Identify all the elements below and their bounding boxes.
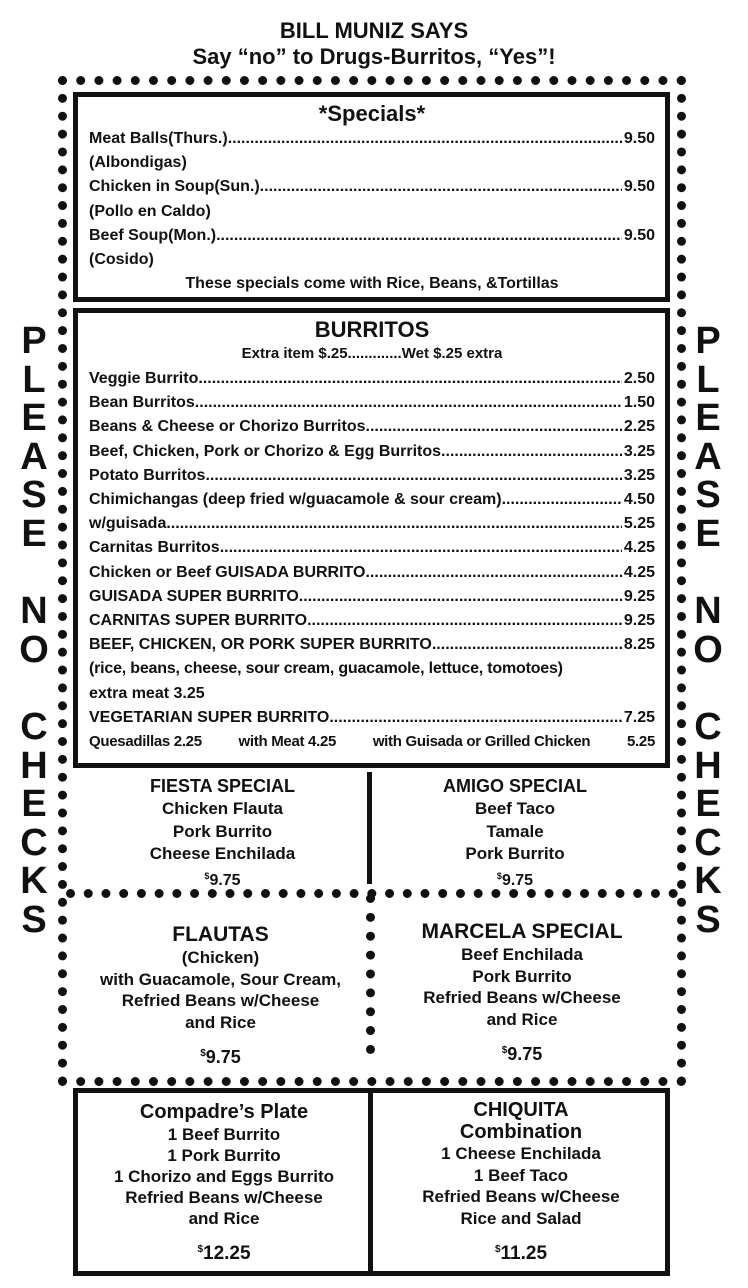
- list-item: [89, 609, 655, 633]
- item-subtitle: (Pollo en Caldo): [89, 202, 211, 220]
- item-price: 1.50: [623, 394, 655, 412]
- burritos-extra-note: Extra item $.25.............Wet $.25 extra: [241, 345, 503, 362]
- combo-line: with Guacamole, Sour Cream,: [100, 969, 341, 989]
- side-letter: E: [695, 397, 721, 440]
- list-item: [89, 464, 655, 488]
- combo-line: Cheese Enchilada: [149, 844, 296, 863]
- side-letter: L: [696, 358, 720, 401]
- side-letter: N: [694, 590, 722, 633]
- item-price: 2.50: [623, 370, 655, 387]
- side-letter: E: [21, 512, 47, 555]
- item-price: 5.25: [623, 515, 655, 533]
- item-price: 9.25: [623, 612, 655, 630]
- side-text-left: [12, 322, 56, 940]
- item-subtitle: (Albondigas): [89, 154, 187, 172]
- item-price: 3.25: [623, 466, 655, 484]
- compadres-plate: [80, 1100, 368, 1266]
- combo-price: $9.75: [200, 1047, 241, 1067]
- side-letter: S: [695, 898, 721, 941]
- quesadillas-guisada-price: 5.25: [627, 733, 655, 751]
- item-subtitle: (Cosido): [89, 251, 154, 269]
- item-name: Chicken or Beef GUISADA BURRITO: [89, 563, 366, 581]
- combo-line: Tamale: [486, 821, 544, 841]
- combo-price: $9.75: [204, 870, 241, 889]
- combo-line: 1 Cheese Enchilada: [441, 1144, 601, 1163]
- burritos-title: BURRITOS: [314, 317, 430, 342]
- combo-line: Refried Beans w/Cheese: [121, 991, 320, 1010]
- item-name: Beef, Chicken, Pork or Chorizo & Egg Burritos: [89, 442, 442, 460]
- item-price: 9.50: [623, 178, 655, 196]
- quesadillas-label: Quesadillas 2.25: [89, 733, 202, 751]
- list-item: [89, 585, 655, 609]
- item-name: Meat Balls(Thurs.): [89, 130, 228, 147]
- combo-line: Beef Enchilada: [461, 945, 583, 964]
- item-name: Beef Soup(Mon.): [89, 226, 217, 244]
- side-letter: [12, 669, 56, 708]
- side-letter: [686, 554, 730, 593]
- specials-box: [73, 92, 670, 302]
- combo-line: Refried Beans w/Cheese: [422, 1187, 620, 1206]
- marcela-special: [378, 920, 666, 1066]
- combo-subtitle: Combination: [459, 1121, 583, 1143]
- combo-line: 1 Chorizo and Eggs Burrito: [113, 1167, 335, 1186]
- specials-note: These specials come with Rice, Beans, &Tortillas: [185, 275, 559, 293]
- combo-title: CHIQUITA: [473, 1099, 569, 1121]
- combo-line: (Chicken): [181, 948, 260, 967]
- side-letter: S: [21, 474, 47, 517]
- combo-line: 1 Beef Burrito: [167, 1125, 281, 1144]
- item-price: 9.25: [623, 587, 655, 605]
- quesadillas-row: [89, 730, 655, 754]
- item-price: 4.50: [623, 491, 655, 509]
- item-price: 4.25: [623, 563, 655, 581]
- side-letter: C: [20, 821, 48, 864]
- combo-title: FIESTA SPECIAL: [149, 776, 295, 796]
- quesadillas-guisada: with Guisada or Grilled Chicken: [372, 733, 591, 751]
- quesadillas-meat: with Meat 4.25: [238, 733, 337, 751]
- menu-header: [0, 18, 748, 70]
- side-letter: K: [694, 860, 722, 903]
- list-item: [89, 440, 655, 464]
- side-letter: A: [694, 435, 722, 478]
- item-price: 2.25: [623, 418, 655, 436]
- combo-line: Pork Burrito: [465, 844, 565, 863]
- side-text-right: [686, 322, 730, 940]
- combo-title: FLAUTAS: [172, 923, 269, 946]
- specials-title: *Specials*: [318, 101, 426, 126]
- combo-price: $11.25: [494, 1243, 548, 1264]
- header-line-2: Say “no” to Drugs-Burritos, “Yes”!: [192, 44, 556, 69]
- item-name: Veggie Burrito: [89, 370, 199, 387]
- side-letter: P: [695, 320, 721, 362]
- list-item: [89, 512, 655, 536]
- side-letter: C: [694, 821, 722, 864]
- combo-title: AMIGO SPECIAL: [442, 776, 587, 796]
- item-price: 3.25: [623, 442, 655, 460]
- chiquita-combination: [376, 1100, 666, 1266]
- list-item: [89, 367, 655, 391]
- combo-line: and Rice: [185, 1012, 256, 1032]
- list-item: [89, 706, 655, 730]
- side-letter: [12, 554, 56, 593]
- side-letter: E: [695, 783, 721, 826]
- combo-line: Rice and Salad: [460, 1208, 582, 1228]
- combo-line: Refried Beans w/Cheese: [423, 988, 621, 1007]
- item-name: w/guisada: [89, 515, 167, 533]
- item-name: Chicken in Soup(Sun.): [89, 178, 260, 196]
- list-item: [89, 391, 655, 415]
- combo-price: $9.75: [496, 870, 534, 889]
- amigo-special: [375, 775, 655, 891]
- item-name: GUISADA SUPER BURRITO.: [89, 587, 304, 605]
- combo-title: MARCELA SPECIAL: [421, 920, 623, 943]
- item-name: Potato Burritos: [89, 466, 206, 484]
- side-letter: E: [21, 783, 47, 826]
- list-item: [89, 175, 655, 199]
- side-letter: K: [20, 860, 48, 903]
- list-item: [89, 488, 655, 512]
- list-item: [89, 561, 655, 585]
- side-letter: [686, 669, 730, 708]
- side-letter: C: [20, 705, 48, 748]
- combo-line: Chicken Flauta: [162, 799, 283, 818]
- side-letter: L: [22, 358, 46, 401]
- header-line-1: BILL MUNIZ SAYS: [279, 18, 469, 43]
- list-item: [89, 127, 655, 151]
- side-letter: P: [21, 320, 47, 362]
- list-item: [89, 415, 655, 439]
- combo-line: and Rice: [188, 1209, 260, 1228]
- item-price: 4.25: [623, 539, 655, 557]
- extra-meat-note: extra meat 3.25: [89, 684, 205, 702]
- combo-line: Beef Taco: [475, 799, 555, 818]
- combo-line: Refried Beans w/Cheese: [125, 1188, 323, 1207]
- side-letter: S: [695, 474, 721, 517]
- fiesta-special: [80, 775, 365, 891]
- side-letter: C: [694, 705, 722, 748]
- side-letter: H: [20, 744, 48, 787]
- item-name: Carnitas Burritos: [89, 539, 220, 557]
- combo-line: 1 Pork Burrito: [167, 1146, 281, 1165]
- side-letter: E: [695, 512, 721, 555]
- side-letter: O: [693, 628, 723, 671]
- combo-price: $9.75: [501, 1044, 543, 1064]
- flautas-special: [78, 923, 363, 1069]
- side-letter: S: [21, 898, 47, 941]
- list-item: [89, 536, 655, 560]
- list-item: [89, 224, 655, 248]
- side-letter: H: [694, 744, 722, 787]
- item-name: Bean Burritos: [89, 394, 195, 412]
- item-name: CARNITAS SUPER BURRITO: [89, 612, 308, 630]
- item-name: VEGETARIAN SUPER BURRITO: [89, 708, 330, 726]
- item-price: 9.50: [623, 130, 655, 147]
- combo-line: Pork Burrito: [172, 821, 273, 841]
- combo-line: and Rice: [486, 1009, 558, 1029]
- item-name: Chimichangas (deep fried w/guacamole & sour cream): [89, 491, 502, 509]
- side-letter: N: [20, 590, 48, 633]
- combo-price: $12.25: [197, 1243, 251, 1264]
- combo-divider-vertical: [367, 772, 372, 884]
- side-letter: A: [20, 435, 48, 478]
- burritos-box: [73, 308, 670, 768]
- side-letter: E: [21, 397, 47, 440]
- super-burrito-description: (rice, beans, cheese, sour cream, guacamole, lettuce, tomotoes): [89, 660, 563, 678]
- item-name: Beans & Cheese or Chorizo Burritos: [89, 418, 366, 436]
- item-price: 8.25: [623, 636, 655, 654]
- item-price: 9.50: [623, 226, 655, 244]
- list-item: [89, 633, 655, 657]
- item-price: 7.25: [623, 708, 655, 726]
- dotted-divider-vertical: [366, 894, 375, 1054]
- item-name: BEEF, CHICKEN, OR PORK SUPER BURRITO: [89, 636, 432, 654]
- combo-title: Compadre’s Plate: [139, 1101, 309, 1123]
- combo-line: 1 Beef Taco: [473, 1165, 569, 1185]
- combo-line: Pork Burrito: [472, 966, 572, 986]
- side-letter: O: [19, 628, 49, 671]
